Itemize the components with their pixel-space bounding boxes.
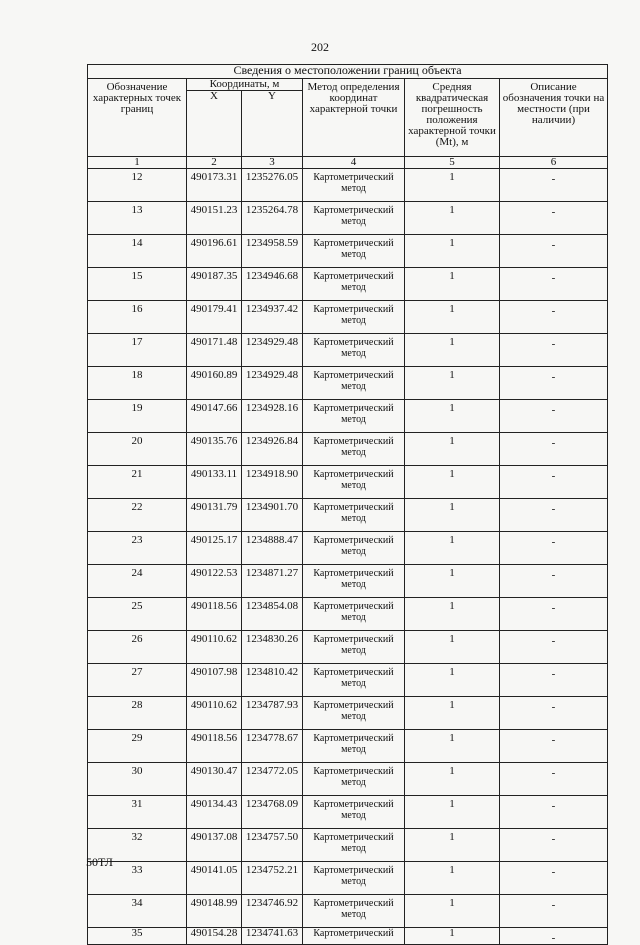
y-coordinate-cell: 1234918.90 — [242, 466, 303, 499]
y-coordinate-cell: 1234926.84 — [242, 433, 303, 466]
table-row — [88, 532, 608, 565]
description-cell: - — [500, 301, 608, 334]
column-number: 6 — [500, 157, 608, 169]
accuracy-cell: 1 — [405, 763, 500, 796]
x-coordinate-cell: 490160.89 — [187, 367, 242, 400]
point-number-cell: 12 — [88, 169, 187, 202]
table-row — [88, 367, 608, 400]
point-number-cell: 32 — [88, 829, 187, 862]
accuracy-cell: 1 — [405, 565, 500, 598]
x-coordinate-cell: 490148.99 — [187, 895, 242, 928]
description-cell: - — [500, 400, 608, 433]
table-row — [88, 631, 608, 664]
description-cell: - — [500, 334, 608, 367]
method-cell: Картометрический метод — [303, 235, 405, 268]
description-cell: - — [500, 697, 608, 730]
header-coordinates: Координаты, м — [187, 79, 303, 91]
accuracy-cell: 1 — [405, 169, 500, 202]
accuracy-cell: 1 — [405, 268, 500, 301]
method-cell: Картометрический метод — [303, 796, 405, 829]
accuracy-cell: 1 — [405, 829, 500, 862]
description-cell: - — [500, 895, 608, 928]
method-cell: Картометрический метод — [303, 268, 405, 301]
column-number: 4 — [303, 157, 405, 169]
x-coordinate-cell: 490131.79 — [187, 499, 242, 532]
accuracy-cell: 1 — [405, 664, 500, 697]
y-coordinate-cell: 1234854.08 — [242, 598, 303, 631]
y-coordinate-cell: 1234958.59 — [242, 235, 303, 268]
header-x: X — [187, 91, 242, 157]
x-coordinate-cell: 490118.56 — [187, 730, 242, 763]
point-number-cell: 28 — [88, 697, 187, 730]
table-row — [88, 202, 608, 235]
y-coordinate-cell: 1234929.48 — [242, 367, 303, 400]
x-coordinate-cell: 490107.98 — [187, 664, 242, 697]
method-cell: Картометрический метод — [303, 862, 405, 895]
accuracy-cell: 1 — [405, 697, 500, 730]
table-row — [88, 763, 608, 796]
description-cell: - — [500, 268, 608, 301]
column-number: 1 — [88, 157, 187, 169]
method-cell: Картометрический метод — [303, 367, 405, 400]
accuracy-cell: 1 — [405, 730, 500, 763]
method-cell: Картометрический метод — [303, 169, 405, 202]
table-row — [88, 664, 608, 697]
x-coordinate-cell: 490196.61 — [187, 235, 242, 268]
point-number-cell: 33 — [88, 862, 187, 895]
method-cell: Картометрический метод — [303, 532, 405, 565]
header-accuracy: Средняя квадратическая погрешность положения характерной точки (Mt), м — [405, 79, 500, 157]
table-row — [88, 268, 608, 301]
method-cell: Картометрический — [303, 928, 405, 945]
x-coordinate-cell: 490187.35 — [187, 268, 242, 301]
y-coordinate-cell: 1235264.78 — [242, 202, 303, 235]
point-number-cell: 30 — [88, 763, 187, 796]
method-cell: Картометрический метод — [303, 829, 405, 862]
method-cell: Картометрический метод — [303, 565, 405, 598]
point-number-cell: 24 — [88, 565, 187, 598]
x-coordinate-cell: 490147.66 — [187, 400, 242, 433]
header-designation: Обозначение характерных точек границ — [88, 79, 187, 157]
boundary-points-table — [87, 64, 608, 945]
accuracy-cell: 1 — [405, 532, 500, 565]
column-number: 3 — [242, 157, 303, 169]
x-coordinate-cell: 490118.56 — [187, 598, 242, 631]
description-cell: - — [500, 664, 608, 697]
accuracy-cell: 1 — [405, 796, 500, 829]
column-number: 5 — [405, 157, 500, 169]
x-coordinate-cell: 490137.08 — [187, 829, 242, 862]
accuracy-cell: 1 — [405, 631, 500, 664]
accuracy-cell: 1 — [405, 895, 500, 928]
point-number-cell: 26 — [88, 631, 187, 664]
point-number-cell: 23 — [88, 532, 187, 565]
method-cell: Картометрический метод — [303, 466, 405, 499]
header-y: Y — [242, 91, 303, 157]
description-cell: - — [500, 862, 608, 895]
description-cell: - — [500, 466, 608, 499]
y-coordinate-cell: 1234757.50 — [242, 829, 303, 862]
description-cell: - — [500, 235, 608, 268]
point-number-cell: 29 — [88, 730, 187, 763]
point-number-cell: 19 — [88, 400, 187, 433]
method-cell: Картометрический метод — [303, 400, 405, 433]
method-cell: Картометрический метод — [303, 631, 405, 664]
x-coordinate-cell: 490154.28 — [187, 928, 242, 945]
table-row — [88, 400, 608, 433]
description-cell: - — [500, 928, 608, 945]
description-cell: - — [500, 796, 608, 829]
y-coordinate-cell: 1234929.48 — [242, 334, 303, 367]
x-coordinate-cell: 490179.41 — [187, 301, 242, 334]
table-row — [88, 697, 608, 730]
table-row — [88, 169, 608, 202]
x-coordinate-cell: 490125.17 — [187, 532, 242, 565]
method-cell: Картометрический метод — [303, 301, 405, 334]
point-number-cell: 14 — [88, 235, 187, 268]
method-cell: Картометрический метод — [303, 895, 405, 928]
y-coordinate-cell: 1234772.05 — [242, 763, 303, 796]
method-cell: Картометрический метод — [303, 697, 405, 730]
method-cell: Картометрический метод — [303, 763, 405, 796]
table-row — [88, 598, 608, 631]
footer-mark: 50ТЛ — [86, 855, 113, 869]
description-cell: - — [500, 367, 608, 400]
x-coordinate-cell: 490133.11 — [187, 466, 242, 499]
point-number-cell: 17 — [88, 334, 187, 367]
point-number-cell: 34 — [88, 895, 187, 928]
y-coordinate-cell: 1234810.42 — [242, 664, 303, 697]
y-coordinate-cell: 1234871.27 — [242, 565, 303, 598]
accuracy-cell: 1 — [405, 334, 500, 367]
table-row — [88, 829, 608, 862]
y-coordinate-cell: 1234901.70 — [242, 499, 303, 532]
description-cell: - — [500, 631, 608, 664]
point-number-cell: 31 — [88, 796, 187, 829]
y-coordinate-cell: 1234746.92 — [242, 895, 303, 928]
description-cell: - — [500, 565, 608, 598]
accuracy-cell: 1 — [405, 433, 500, 466]
y-coordinate-cell: 1235276.05 — [242, 169, 303, 202]
method-cell: Картометрический метод — [303, 664, 405, 697]
accuracy-cell: 1 — [405, 400, 500, 433]
point-number-cell: 16 — [88, 301, 187, 334]
y-coordinate-cell: 1234787.93 — [242, 697, 303, 730]
table-row — [88, 862, 608, 895]
point-number-cell: 22 — [88, 499, 187, 532]
method-cell: Картометрический метод — [303, 433, 405, 466]
y-coordinate-cell: 1234830.26 — [242, 631, 303, 664]
accuracy-cell: 1 — [405, 862, 500, 895]
x-coordinate-cell: 490171.48 — [187, 334, 242, 367]
point-number-cell: 20 — [88, 433, 187, 466]
description-cell: - — [500, 169, 608, 202]
table-row — [88, 301, 608, 334]
table-row — [88, 796, 608, 829]
description-cell: - — [500, 763, 608, 796]
x-coordinate-cell: 490110.62 — [187, 631, 242, 664]
method-cell: Картометрический метод — [303, 202, 405, 235]
y-coordinate-cell: 1234888.47 — [242, 532, 303, 565]
method-cell: Картометрический метод — [303, 598, 405, 631]
column-number: 2 — [187, 157, 242, 169]
accuracy-cell: 1 — [405, 202, 500, 235]
x-coordinate-cell: 490122.53 — [187, 565, 242, 598]
table-row — [88, 334, 608, 367]
point-number-cell: 21 — [88, 466, 187, 499]
method-cell: Картометрический метод — [303, 730, 405, 763]
description-cell: - — [500, 598, 608, 631]
accuracy-cell: 1 — [405, 928, 500, 945]
accuracy-cell: 1 — [405, 367, 500, 400]
header-description: Описание обозначения точки на местности (при наличии) — [500, 79, 608, 157]
description-cell: - — [500, 499, 608, 532]
accuracy-cell: 1 — [405, 235, 500, 268]
description-cell: - — [500, 202, 608, 235]
x-coordinate-cell: 490110.62 — [187, 697, 242, 730]
table-row — [88, 928, 608, 945]
y-coordinate-cell: 1234768.09 — [242, 796, 303, 829]
description-cell: - — [500, 829, 608, 862]
y-coordinate-cell: 1234778.67 — [242, 730, 303, 763]
x-coordinate-cell: 490135.76 — [187, 433, 242, 466]
x-coordinate-cell: 490141.05 — [187, 862, 242, 895]
table-row — [88, 565, 608, 598]
point-number-cell: 27 — [88, 664, 187, 697]
y-coordinate-cell: 1234741.63 — [242, 928, 303, 945]
column-number-row — [88, 157, 608, 169]
x-coordinate-cell: 490173.31 — [187, 169, 242, 202]
accuracy-cell: 1 — [405, 301, 500, 334]
table-row — [88, 466, 608, 499]
accuracy-cell: 1 — [405, 466, 500, 499]
table-row — [88, 730, 608, 763]
accuracy-cell: 1 — [405, 499, 500, 532]
method-cell: Картометрический метод — [303, 499, 405, 532]
header-method: Метод определения координат характерной точки — [303, 79, 405, 157]
y-coordinate-cell: 1234752.21 — [242, 862, 303, 895]
point-number-cell: 18 — [88, 367, 187, 400]
table-row — [88, 895, 608, 928]
table-title: Сведения о местоположении границ объекта — [88, 65, 608, 79]
table-row — [88, 433, 608, 466]
x-coordinate-cell: 490134.43 — [187, 796, 242, 829]
y-coordinate-cell: 1234928.16 — [242, 400, 303, 433]
page-number: 202 — [311, 40, 329, 54]
method-cell: Картометрический метод — [303, 334, 405, 367]
point-number-cell: 35 — [88, 928, 187, 945]
table-row — [88, 235, 608, 268]
description-cell: - — [500, 532, 608, 565]
y-coordinate-cell: 1234937.42 — [242, 301, 303, 334]
description-cell: - — [500, 730, 608, 763]
table-row — [88, 499, 608, 532]
point-number-cell: 13 — [88, 202, 187, 235]
x-coordinate-cell: 490130.47 — [187, 763, 242, 796]
point-number-cell: 15 — [88, 268, 187, 301]
accuracy-cell: 1 — [405, 598, 500, 631]
y-coordinate-cell: 1234946.68 — [242, 268, 303, 301]
x-coordinate-cell: 490151.23 — [187, 202, 242, 235]
point-number-cell: 25 — [88, 598, 187, 631]
description-cell: - — [500, 433, 608, 466]
